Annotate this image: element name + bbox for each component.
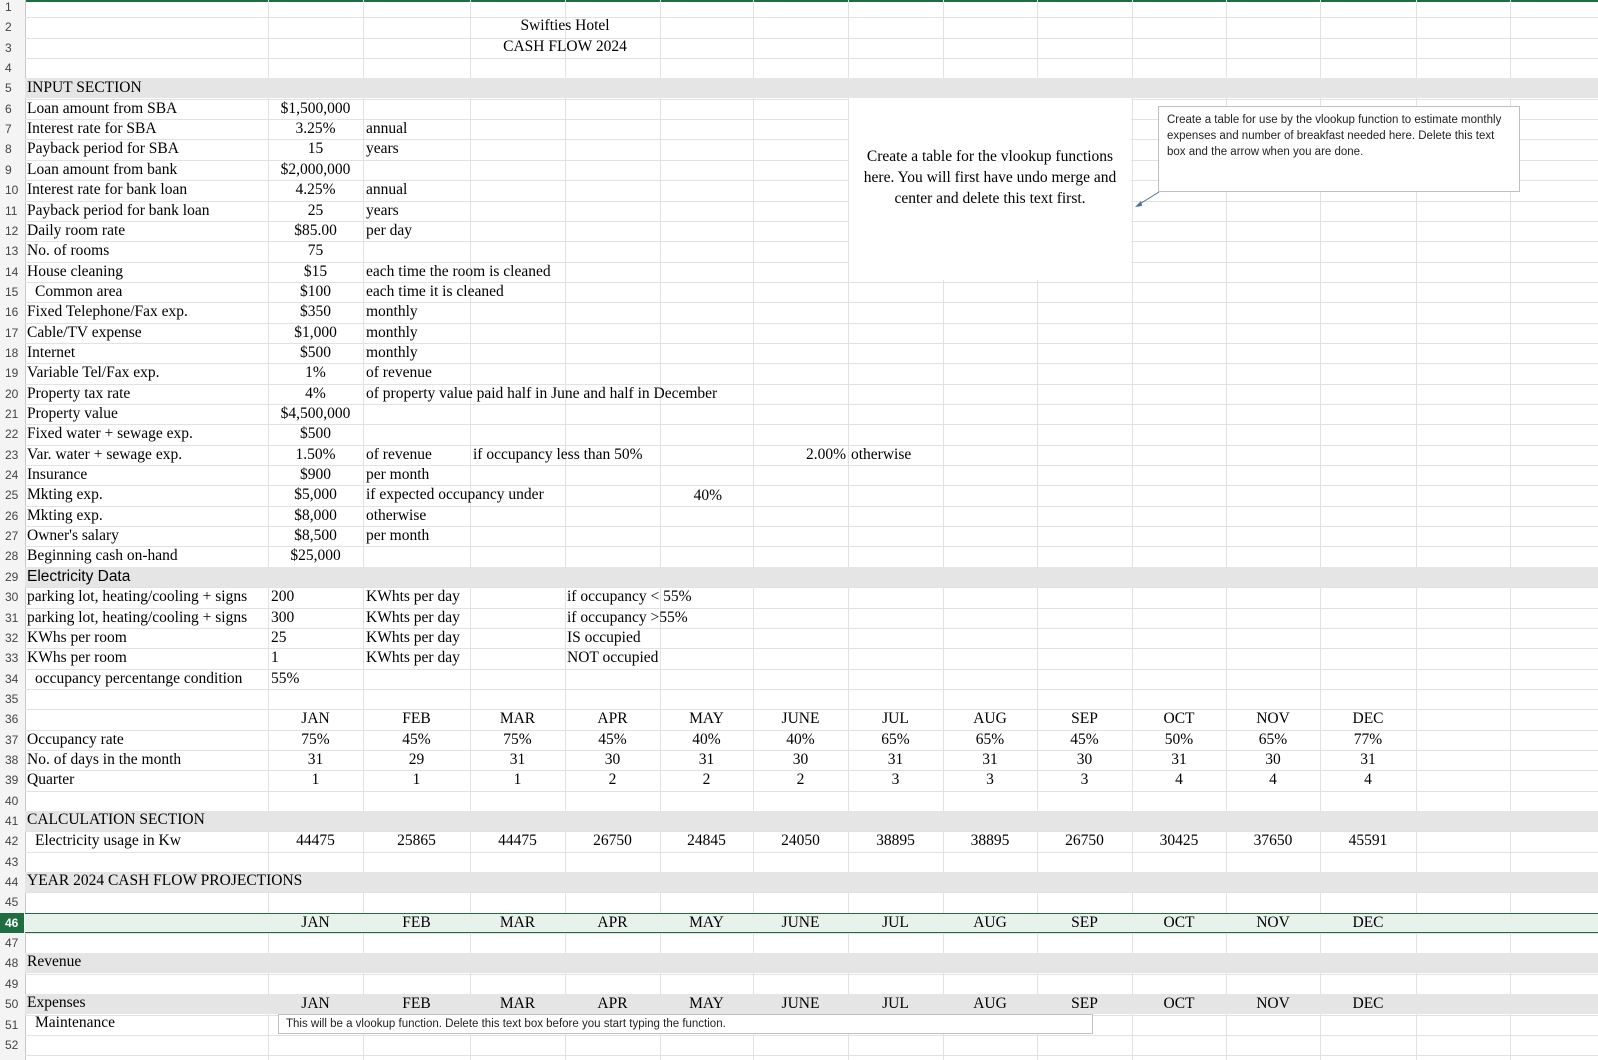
occupancy-value-sep[interactable]: 45%	[1070, 731, 1099, 748]
occupancy-value-june[interactable]: 40%	[786, 731, 815, 748]
row-gridline	[25, 323, 1598, 324]
input-note: annual	[366, 120, 408, 137]
input-label: Fixed water + sewage exp.	[27, 425, 193, 442]
quarter-value-apr[interactable]: 2	[608, 771, 617, 788]
expense-month-header-june: JUNE	[781, 995, 820, 1012]
section-band-row-41	[25, 811, 1598, 831]
row-number-29[interactable]: 29	[5, 570, 19, 584]
row-number-28[interactable]: 28	[5, 549, 19, 563]
expense-month-header-dec: DEC	[1352, 995, 1384, 1012]
row-number-41[interactable]: 41	[5, 814, 19, 828]
electricity-usage-value-jan[interactable]: 44475	[296, 832, 335, 849]
electricity-unit: KWhts per day	[366, 588, 460, 605]
month-header-mar: MAR	[499, 710, 536, 727]
row-number-9[interactable]: 9	[5, 163, 12, 177]
projection-month-header-sep: SEP	[1071, 914, 1098, 931]
projection-month-header-jul: JUL	[882, 914, 909, 931]
quarter-value-june[interactable]: 2	[796, 771, 805, 788]
row-gridline	[25, 241, 1598, 242]
input-value[interactable]: 75	[307, 242, 324, 259]
quarter-value-jan[interactable]: 1	[311, 771, 320, 788]
electricity-usage-value-apr[interactable]: 26750	[593, 832, 632, 849]
row-number-47[interactable]: 47	[5, 936, 19, 950]
row-number-2[interactable]: 2	[5, 20, 12, 34]
input-label: Mkting exp.	[27, 507, 103, 524]
row-gridline	[25, 201, 1598, 202]
input-label: Fixed Telephone/Fax exp.	[27, 303, 188, 320]
input-label: Var. water + sewage exp.	[27, 446, 183, 463]
row-gridline	[25, 282, 1598, 283]
row-number-16[interactable]: 16	[5, 305, 19, 319]
row-number-37[interactable]: 37	[5, 733, 19, 747]
electricity-condition: NOT occupied	[567, 649, 659, 666]
electricity-usage-value-oct[interactable]: 30425	[1159, 832, 1199, 849]
input-value[interactable]: 4.25%	[295, 181, 336, 198]
quarter-value-feb[interactable]: 1	[412, 771, 421, 788]
row-number-24[interactable]: 24	[5, 468, 19, 482]
quarter-value-jul[interactable]: 3	[891, 771, 900, 788]
row-number-30[interactable]: 30	[5, 590, 19, 604]
input-label: Loan amount from bank	[27, 161, 178, 178]
row-number-31[interactable]: 31	[5, 611, 19, 625]
days-value-feb[interactable]: 29	[408, 751, 425, 768]
input-value[interactable]: $15	[303, 263, 328, 280]
mkting-threshold: 40%	[693, 487, 722, 504]
input-value[interactable]: 1.50%	[295, 446, 336, 463]
electricity-label: occupancy percentange condition	[35, 670, 243, 687]
row-number-26[interactable]: 26	[5, 509, 19, 523]
input-note: years	[366, 140, 399, 157]
row-number-32[interactable]: 32	[5, 631, 19, 645]
row-number-35[interactable]: 35	[5, 692, 19, 706]
arrow-connector-icon[interactable]	[1130, 188, 1162, 210]
row-gridline	[25, 933, 1598, 934]
input-value[interactable]: 1%	[305, 364, 326, 381]
row-number-43[interactable]: 43	[5, 855, 19, 869]
input-note: annual	[366, 181, 408, 198]
row-gridline	[25, 38, 1598, 39]
row-gridline	[25, 343, 1598, 344]
input-value[interactable]: $350	[300, 303, 331, 320]
maintenance-text-box[interactable]: This will be a vlookup function. Delete this text box before you start typing the function.	[278, 1014, 1093, 1034]
days-value-jan[interactable]: 31	[307, 751, 324, 768]
row-number-18[interactable]: 18	[5, 346, 19, 360]
row-number-52[interactable]: 52	[5, 1038, 19, 1052]
occupancy-value-aug[interactable]: 65%	[975, 731, 1005, 748]
days-value-nov[interactable]: 30	[1265, 751, 1281, 768]
quarter-value-oct[interactable]: 4	[1175, 771, 1183, 788]
electricity-condition: if occupancy < 55%	[567, 588, 692, 605]
row-gridline	[25, 485, 1598, 486]
month-header-jul: JUL	[882, 710, 909, 727]
input-value[interactable]: $4,500,000	[280, 405, 351, 422]
input-note: each time it is cleaned	[366, 283, 504, 300]
input-label: Interest rate for SBA	[27, 120, 157, 137]
expense-month-header-nov: NOV	[1256, 995, 1290, 1012]
row-gridline	[25, 384, 1598, 385]
row-number-49[interactable]: 49	[5, 977, 19, 991]
expense-month-header-mar: MAR	[499, 995, 536, 1012]
input-label: Property tax rate	[27, 385, 131, 402]
electricity-usage-value-nov[interactable]: 37650	[1253, 832, 1293, 849]
row-gridline	[25, 852, 1598, 853]
input-value[interactable]: $8,000	[294, 507, 337, 524]
row-number-51[interactable]: 51	[5, 1018, 19, 1032]
electricity-usage-value-mar[interactable]: 44475	[498, 832, 537, 849]
input-label: Loan amount from SBA	[27, 100, 178, 117]
input-note: if expected occupancy under	[366, 486, 544, 503]
input-value[interactable]: 15	[307, 140, 324, 157]
expense-month-header-oct: OCT	[1163, 995, 1195, 1012]
row-gridline	[25, 363, 1598, 364]
electricity-usage-value-jul[interactable]: 38895	[876, 832, 915, 849]
electricity-unit: KWhts per day	[366, 629, 460, 646]
electricity-usage-value-june[interactable]: 24050	[781, 832, 820, 849]
input-label: Cable/TV expense	[27, 324, 142, 341]
row-number-15[interactable]: 15	[5, 285, 19, 299]
input-value[interactable]: $1,000	[294, 324, 337, 341]
electricity-value[interactable]: 1	[271, 649, 279, 666]
days-value-oct[interactable]: 31	[1171, 751, 1187, 768]
column-gridline	[470, 0, 471, 1060]
projection-month-header-oct: OCT	[1163, 914, 1195, 931]
month-header-apr: APR	[597, 710, 628, 727]
electricity-usage-value-may[interactable]: 24845	[687, 832, 726, 849]
input-label: Interest rate for bank loan	[27, 181, 188, 198]
row-gridline	[25, 648, 1598, 649]
row-gridline	[25, 1055, 1598, 1056]
expense-month-header-apr: APR	[597, 995, 628, 1012]
cash-flow-header: YEAR 2024 CASH FLOW PROJECTIONS	[27, 872, 303, 889]
water-otherwise: otherwise	[851, 446, 912, 463]
input-note: monthly	[366, 303, 418, 320]
row-number-46[interactable]: 46	[0, 913, 24, 933]
row-number-50[interactable]: 50	[5, 997, 19, 1011]
input-value[interactable]: $100	[300, 283, 331, 300]
calculation-section-header: CALCULATION SECTION	[27, 811, 205, 828]
month-header-aug: AUG	[973, 710, 1007, 727]
occupancy-label: Occupancy rate	[27, 731, 124, 748]
row-number-17[interactable]: 17	[5, 326, 19, 340]
row-gridline	[25, 424, 1598, 425]
input-label: Daily room rate	[27, 222, 126, 239]
row-gridline	[25, 1035, 1598, 1036]
row-number-6[interactable]: 6	[5, 102, 12, 116]
electricity-usage-value-feb[interactable]: 25865	[397, 832, 436, 849]
sheet-title: Swifties Hotel	[520, 17, 610, 34]
column-gridline	[363, 0, 364, 1060]
row-gridline	[25, 628, 1598, 629]
row-number-4[interactable]: 4	[5, 61, 12, 75]
input-label: No. of rooms	[27, 242, 110, 259]
days-value-dec[interactable]: 31	[1360, 751, 1376, 768]
maintenance-label: Maintenance	[35, 1014, 116, 1031]
row-number-40[interactable]: 40	[5, 794, 19, 808]
electricity-data-header: Electricity Data	[27, 568, 131, 585]
row-number-20[interactable]: 20	[5, 387, 19, 401]
section-band-row-48	[25, 953, 1598, 973]
input-section-header: INPUT SECTION	[27, 79, 142, 96]
row-number-22[interactable]: 22	[5, 427, 19, 441]
electricity-usage-label: Electricity usage in Kw	[35, 832, 181, 849]
input-label: Payback period for bank loan	[27, 202, 210, 219]
month-header-jan: JAN	[301, 710, 330, 727]
input-value[interactable]: $5,000	[294, 486, 337, 503]
electricity-value[interactable]: 200	[271, 588, 295, 605]
expense-month-header-aug: AUG	[973, 995, 1007, 1012]
projection-month-header-june: JUNE	[781, 914, 820, 931]
input-label: House cleaning	[27, 263, 123, 280]
input-note: per day	[366, 222, 413, 239]
row-gridline	[25, 506, 1598, 507]
row-gridline	[25, 262, 1598, 263]
electricity-condition: IS occupied	[567, 629, 641, 646]
projection-month-header-jan: JAN	[301, 914, 330, 931]
electricity-usage-value-dec[interactable]: 45591	[1348, 832, 1388, 849]
row-number-38[interactable]: 38	[5, 753, 19, 767]
electricity-label: KWhs per room	[27, 629, 127, 646]
month-header-feb: FEB	[402, 710, 431, 727]
row-gridline	[25, 974, 1598, 975]
input-label: Beginning cash on-hand	[27, 547, 178, 564]
month-header-dec: DEC	[1352, 710, 1384, 727]
electricity-unit: KWhts per day	[366, 609, 460, 626]
days-value-aug[interactable]: 31	[982, 751, 998, 768]
input-label: Mkting exp.	[27, 486, 103, 503]
quarter-value-nov[interactable]: 4	[1269, 771, 1277, 788]
days-value-may[interactable]: 31	[698, 751, 715, 768]
expense-month-header-jul: JUL	[882, 995, 909, 1012]
days-value-mar[interactable]: 31	[509, 751, 526, 768]
row-gridline	[25, 526, 1598, 527]
sheet-subtitle: CASH FLOW 2024	[503, 38, 627, 55]
quarter-value-dec[interactable]: 4	[1364, 771, 1372, 788]
electricity-condition: if occupancy >55%	[567, 609, 688, 626]
month-header-june: JUNE	[781, 710, 820, 727]
input-value[interactable]: $25,000	[290, 547, 341, 564]
row-number-23[interactable]: 23	[5, 448, 19, 462]
occupancy-value-mar[interactable]: 75%	[503, 731, 532, 748]
row-number-11[interactable]: 11	[5, 204, 18, 218]
projection-month-header-nov: NOV	[1256, 914, 1290, 931]
row-gridline	[25, 17, 1598, 18]
vlookup-table-note[interactable]: Create a table for the vlookup functions here. You will first have undo merge and center and delete this text first.	[863, 148, 1117, 207]
input-note: each time the room is cleaned	[366, 263, 551, 280]
occupancy-value-feb[interactable]: 45%	[402, 731, 431, 748]
row-number-39[interactable]: 39	[5, 773, 19, 787]
row-gridline	[25, 791, 1598, 792]
row-number-1[interactable]: 1	[5, 0, 12, 14]
electricity-unit: KWhts per day	[366, 649, 460, 666]
column-gridline	[660, 0, 661, 1060]
input-note: per month	[366, 527, 430, 544]
row-number-5[interactable]: 5	[5, 81, 12, 95]
input-label: Insurance	[27, 466, 88, 483]
input-value[interactable]: $85.00	[294, 222, 337, 239]
row-gridline	[25, 58, 1598, 59]
row-number-10[interactable]: 10	[5, 183, 19, 197]
row-gridline	[25, 608, 1598, 609]
month-header-may: MAY	[689, 710, 724, 727]
vlookup-text-box[interactable]: Create a table for use by the vlookup function to estimate monthly expenses and number of breakfast needed here. Delete this text box and the arrow when you are done.	[1158, 106, 1520, 192]
row-number-34[interactable]: 34	[5, 672, 19, 686]
input-value[interactable]: 4%	[305, 385, 326, 402]
input-value[interactable]: $2,000,000	[280, 161, 351, 178]
revenue-label: Revenue	[27, 953, 82, 970]
input-value[interactable]: $8,500	[294, 527, 337, 544]
row-gridline	[25, 302, 1598, 303]
row-gridline	[25, 546, 1598, 547]
electricity-usage-value-sep[interactable]: 26750	[1065, 832, 1104, 849]
column-gridline	[565, 0, 566, 1060]
input-label: Owner's salary	[27, 527, 119, 544]
column-gridline	[1132, 0, 1133, 1060]
row-gridline	[25, 892, 1598, 893]
row-number-21[interactable]: 21	[5, 407, 19, 421]
row-number-7[interactable]: 7	[5, 122, 12, 136]
row-gridline	[25, 669, 1598, 670]
water-other-rate: 2.00%	[805, 446, 846, 463]
days-value-june[interactable]: 30	[792, 751, 809, 768]
row-number-44[interactable]: 44	[5, 875, 19, 889]
input-note: of revenue	[366, 364, 432, 381]
projection-month-header-feb: FEB	[402, 914, 431, 931]
projection-month-header-may: MAY	[689, 914, 724, 931]
quarter-value-aug[interactable]: 3	[986, 771, 994, 788]
input-note: of revenue	[366, 446, 432, 463]
occupancy-value-jul[interactable]: 65%	[881, 731, 910, 748]
days-label: No. of days in the month	[27, 751, 182, 768]
column-gridline	[753, 0, 754, 1060]
input-note: years	[366, 202, 399, 219]
row-number-36[interactable]: 36	[5, 712, 19, 726]
row-number-42[interactable]: 42	[5, 834, 19, 848]
section-band-row-29	[25, 567, 1598, 587]
row-gridline	[25, 221, 1598, 222]
water-condition: if occupancy less than 50%	[473, 446, 643, 463]
quarter-label: Quarter	[27, 771, 75, 788]
row-number-27[interactable]: 27	[5, 529, 19, 543]
row-number-25[interactable]: 25	[5, 488, 19, 502]
grid-top-border	[0, 0, 1598, 2]
electricity-value[interactable]: 55%	[271, 670, 300, 687]
projection-month-header-mar: MAR	[499, 914, 536, 931]
electricity-label: KWhs per room	[27, 649, 127, 666]
electricity-value[interactable]: 300	[271, 609, 295, 626]
row-gridline	[25, 404, 1598, 405]
row-number-8[interactable]: 8	[5, 142, 12, 156]
days-value-apr[interactable]: 30	[604, 751, 621, 768]
quarter-value-may[interactable]: 2	[702, 771, 711, 788]
row-number-3[interactable]: 3	[5, 41, 12, 55]
input-note: of property value paid half in June and half in December	[366, 385, 718, 402]
projection-month-header-apr: APR	[597, 914, 628, 931]
projection-month-header-dec: DEC	[1352, 914, 1384, 931]
row-number-33[interactable]: 33	[5, 651, 19, 665]
input-value[interactable]: $500	[300, 344, 331, 361]
electricity-value[interactable]: 25	[271, 629, 287, 646]
occupancy-value-nov[interactable]: 65%	[1258, 731, 1288, 748]
days-value-sep[interactable]: 30	[1076, 751, 1093, 768]
input-label: Common area	[35, 283, 123, 300]
month-header-sep: SEP	[1071, 710, 1098, 727]
row-gridline	[25, 465, 1598, 466]
input-value[interactable]: $500	[300, 425, 331, 442]
days-value-jul[interactable]: 31	[887, 751, 904, 768]
row-number-45[interactable]: 45	[5, 895, 19, 909]
projection-month-header-aug: AUG	[973, 914, 1007, 931]
input-note: otherwise	[366, 507, 427, 524]
row-gridline	[25, 99, 1598, 100]
occupancy-value-oct[interactable]: 50%	[1164, 731, 1194, 748]
input-note: monthly	[366, 324, 418, 341]
row-number-13[interactable]: 13	[5, 244, 19, 258]
input-value[interactable]: $1,500,000	[280, 100, 351, 117]
expense-month-header-may: MAY	[689, 995, 724, 1012]
input-label: Variable Tel/Fax exp.	[27, 364, 160, 381]
electricity-label: parking lot, heating/cooling + signs	[27, 609, 248, 626]
occupancy-value-apr[interactable]: 45%	[598, 731, 627, 748]
row-gridline	[25, 689, 1598, 690]
expense-month-header-feb: FEB	[402, 995, 431, 1012]
month-header-nov: NOV	[1256, 710, 1290, 727]
input-value[interactable]: 3.25%	[295, 120, 336, 137]
expenses-label: Expenses	[27, 994, 86, 1011]
input-note: monthly	[366, 344, 418, 361]
expense-month-header-sep: SEP	[1071, 995, 1098, 1012]
quarter-value-sep[interactable]: 3	[1080, 771, 1089, 788]
input-value[interactable]: $900	[300, 466, 331, 483]
section-band-row-5	[25, 78, 1598, 98]
expense-month-header-jan: JAN	[301, 995, 330, 1012]
row-number-14[interactable]: 14	[5, 265, 19, 279]
occupancy-value-dec[interactable]: 77%	[1353, 731, 1383, 748]
row-number-19[interactable]: 19	[5, 366, 19, 380]
month-header-oct: OCT	[1163, 710, 1195, 727]
row-number-12[interactable]: 12	[5, 224, 19, 238]
occupancy-value-may[interactable]: 40%	[692, 731, 721, 748]
row-gridline	[25, 587, 1598, 588]
electricity-usage-value-aug[interactable]: 38895	[970, 832, 1010, 849]
quarter-value-mar[interactable]: 1	[513, 771, 522, 788]
electricity-label: parking lot, heating/cooling + signs	[27, 588, 248, 605]
input-label: Internet	[27, 344, 76, 361]
input-value[interactable]: 25	[307, 202, 324, 219]
occupancy-value-jan[interactable]: 75%	[301, 731, 330, 748]
row-number-48[interactable]: 48	[5, 956, 19, 970]
input-label: Property value	[27, 405, 118, 422]
input-note: per month	[366, 466, 430, 483]
input-label: Payback period for SBA	[27, 140, 179, 157]
